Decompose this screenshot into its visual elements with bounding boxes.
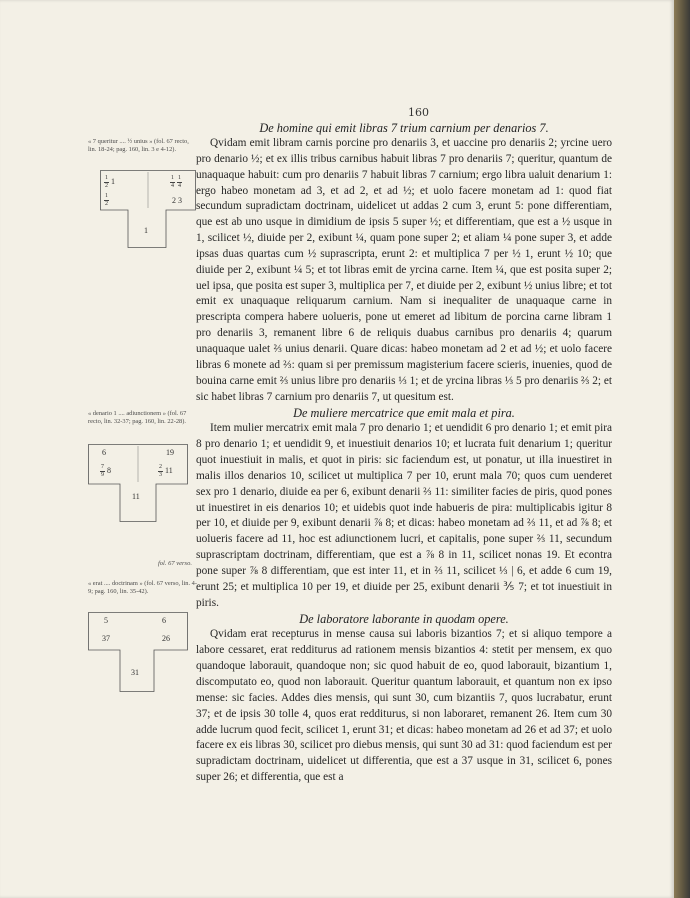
diagram-meats-top-right: $\frac{1}{4}$ $\frac{1}{4}$	[171, 175, 181, 189]
diagram-meats-mid-left: $\frac{1}{2}$	[105, 193, 108, 207]
diagram-meats	[100, 170, 196, 248]
diagram-laborer-bottom: 31	[131, 668, 139, 677]
diagram-meats-top-left: $\frac{1}{2}$ 1	[105, 175, 115, 189]
diagram-laborer-top-left: 5	[104, 616, 108, 625]
diagram-meats-mid-right: 2 3	[172, 196, 182, 205]
heading-meats: De homine qui emit libras 7 trium carnium per denarios 7.	[259, 121, 549, 135]
margin-note-3: « erat .... doctrinam » (fol. 67 verso, lin. 4-9; pag. 160, lin. 35-42).	[88, 580, 197, 595]
diagram-fruits	[88, 444, 188, 522]
diagram-laborer-top-right: 6	[162, 616, 166, 625]
book-spine	[674, 0, 690, 898]
diagram-laborer	[88, 612, 188, 692]
diagram-laborer-mid-right: 26	[162, 634, 170, 643]
page-number: 160	[408, 106, 429, 119]
paragraph-meats: Qvidam emit libram carnis porcine pro denariis 3, et uaccine pro denariis 2; yrcine uero pro denario ½; et ex illis tribus carnibus habuit libras 7 pro denariis 7; queritur, quantum de unaquaque habuit: cum pro denariis 7 habuit libras 7 carnium; ergo libra ualuit denarium 1: ergo habeo monetam ad 3, et ad 2, et ad ½; et uolo facere monetam ad 1: quod fiat secundum supradictam doctrinam, uidelicet ut addas 2 cum 3, erunt 5: pone differentiam, que est ab uno usque in dimidium de ipsis 5 super ½; et differentiam, que est a ½ usque in 1, scilicet ½, diuide per 2, exibunt ¼, quam pone super 2; et aliam ¼ pone super 3, et adde ipsas duas quartas cum ½ suprascripta, erunt 2: et multiplica 7 per ½ 1, erunt ½ 10; que diuide per 2, exibunt ¼ 5; et tot libras emit de yrcina carne. Item ¼, que est posita super 2; uel ipsa, que posita est super 3, multiplica per 7, et diuide per 2, exibunt ½ unius libre; et tot emit ex unaquaque reliquarum carnium. Nam si inequaliter de unaquaque carne in prescripta compera habere uolueris, pone ut emeret ad libitum de porcina carne libram 1 pro denariis 3, remanent libre 6 de reliquis duabus carnibus pro denariis 4; quarum unaquaque ualet ⅔ unius denarii. Quare dicas: habeo monetam ad 2 et ad ½; et uolo facere libras 6 monete ad ⅔: quam si per premissum magisterium facere scieris, inuenies, quod de bouina carne emit ⅔ unius libre pro denariis ⅓ 1; et de yrcina libras ⅓ 5 pro denariis ⅔ 2; et sic habet libras 7 carnium pro denariis 7, ut quesitum est.	[196, 137, 613, 403]
margin-note-1: « 7 queritur .... ½ unius » (fol. 67 recto, lin. 18-24; pag. 160, lin. 3 e 4-12).	[88, 138, 189, 153]
diagram-fruits-mid-right: $\frac{2}{3}$ 11	[159, 464, 173, 478]
diagram-fruits-bottom: 11	[132, 492, 140, 501]
folio-note: fol. 67 verso.	[158, 560, 192, 567]
diagram-laborer-mid-left: 37	[102, 634, 110, 643]
main-text	[196, 120, 612, 786]
diagram-fruits-top-right: 19	[166, 448, 174, 457]
diagram-fruits-top-left: 6	[102, 448, 106, 457]
diagram-laborer-lines	[88, 612, 188, 692]
heading-laborer: De laboratore laborante in quodam opere.	[299, 612, 509, 627]
paragraph-laborer: Qvidam erat recepturus in mense causa sui laboris bizantios 7; et si aliquo tempore a labore cessaret, erat redditurus ad rationem mensis bizantios 4: stetit per mensem, ex quo quandoque laborauit, quandoque non; sic quod habuit de eo, quod laborauit, bizantium 1, discomputato eo, quod non laborauit. Queritur quantum laborauit, et quantum non ex ipso mense: sic facies. Addes dies mensis, qui sunt 30, cum bizantiis 7, quos lucrabatur, erunt 37; et de ipsis 30 tolle 4, quos erat redditurus, si non laboraret, remanent 26. Item cum 30 adde lucrum quod fecit, scilicet 1, erunt 31; et dicas: habeo monetam ad 26 et ad 37; et uolo facere ex eis libras 30, scilicet pro diebus mensis, qui sunt 30 ad 31: quod faciendum est per supradictam doctrinam, uidelicet ut differentia, que est a 37 usque in 31, scilicet 6, pones super 26; et differentia, que est a	[196, 628, 612, 784]
margin-note-2: « denario 1 .... adiunctionem » (fol. 67 recto, lin. 32-37; pag. 160, lin. 22-28).	[88, 410, 187, 425]
heading-fruits: De muliere mercatrice que emit mala et pira.	[293, 406, 515, 421]
diagram-meats-bottom: 1	[144, 226, 148, 235]
diagram-fruits-mid-left: $\frac{7}{9}$ 8	[101, 464, 111, 478]
paragraph-fruits: Item mulier mercatrix emit mala 7 pro denario 1; et uendidit 6 pro denario 1; et emit pira 8 pro denario 1; et uendidit 9, et inuestiuit denarios 10; et lucrata fuit denarium 1; queritur quot inuestiuit in malis, et quot in piris: sic faciendum est, ut ponatur, ut illa inuestiret in malis illos denarios 10, scilicet ut multiplica 7 per 10, erunt mala 70; quos cum uenderet sex pro 1 denario, diuide ea per 6, exibunt denarii ⅔ 11: similiter facies de piris, quod pones ut inuestiret in eis denarios 10; et uidebis quot inde habueris de pira: multiplicabis igitur 8 per 10, et diuide per 9, exibunt denarii ⅞ 8; et dicas: habeo monetam ad ⅔ 11, et ad ⅞ 8; et uolueris facere ad 11, hoc est adiunctionem lucri, et capitalis, pone super ⅔ 11, secundum suprascriptam doctrinam, differentiam, que est a ⅞ 8 in 11, scilicet nonas 19. Et econtra pone super ⅞ 8 differentiam, que est inter 11, et in ⅔ 11, scilicet ⅓ | 6, et adde 6 cum 19, erunt 25; et multiplica 10 per 19, et diuide per 25, exibunt denarii ⅗ 7; et tot inuestiuit in piris.	[196, 422, 612, 609]
